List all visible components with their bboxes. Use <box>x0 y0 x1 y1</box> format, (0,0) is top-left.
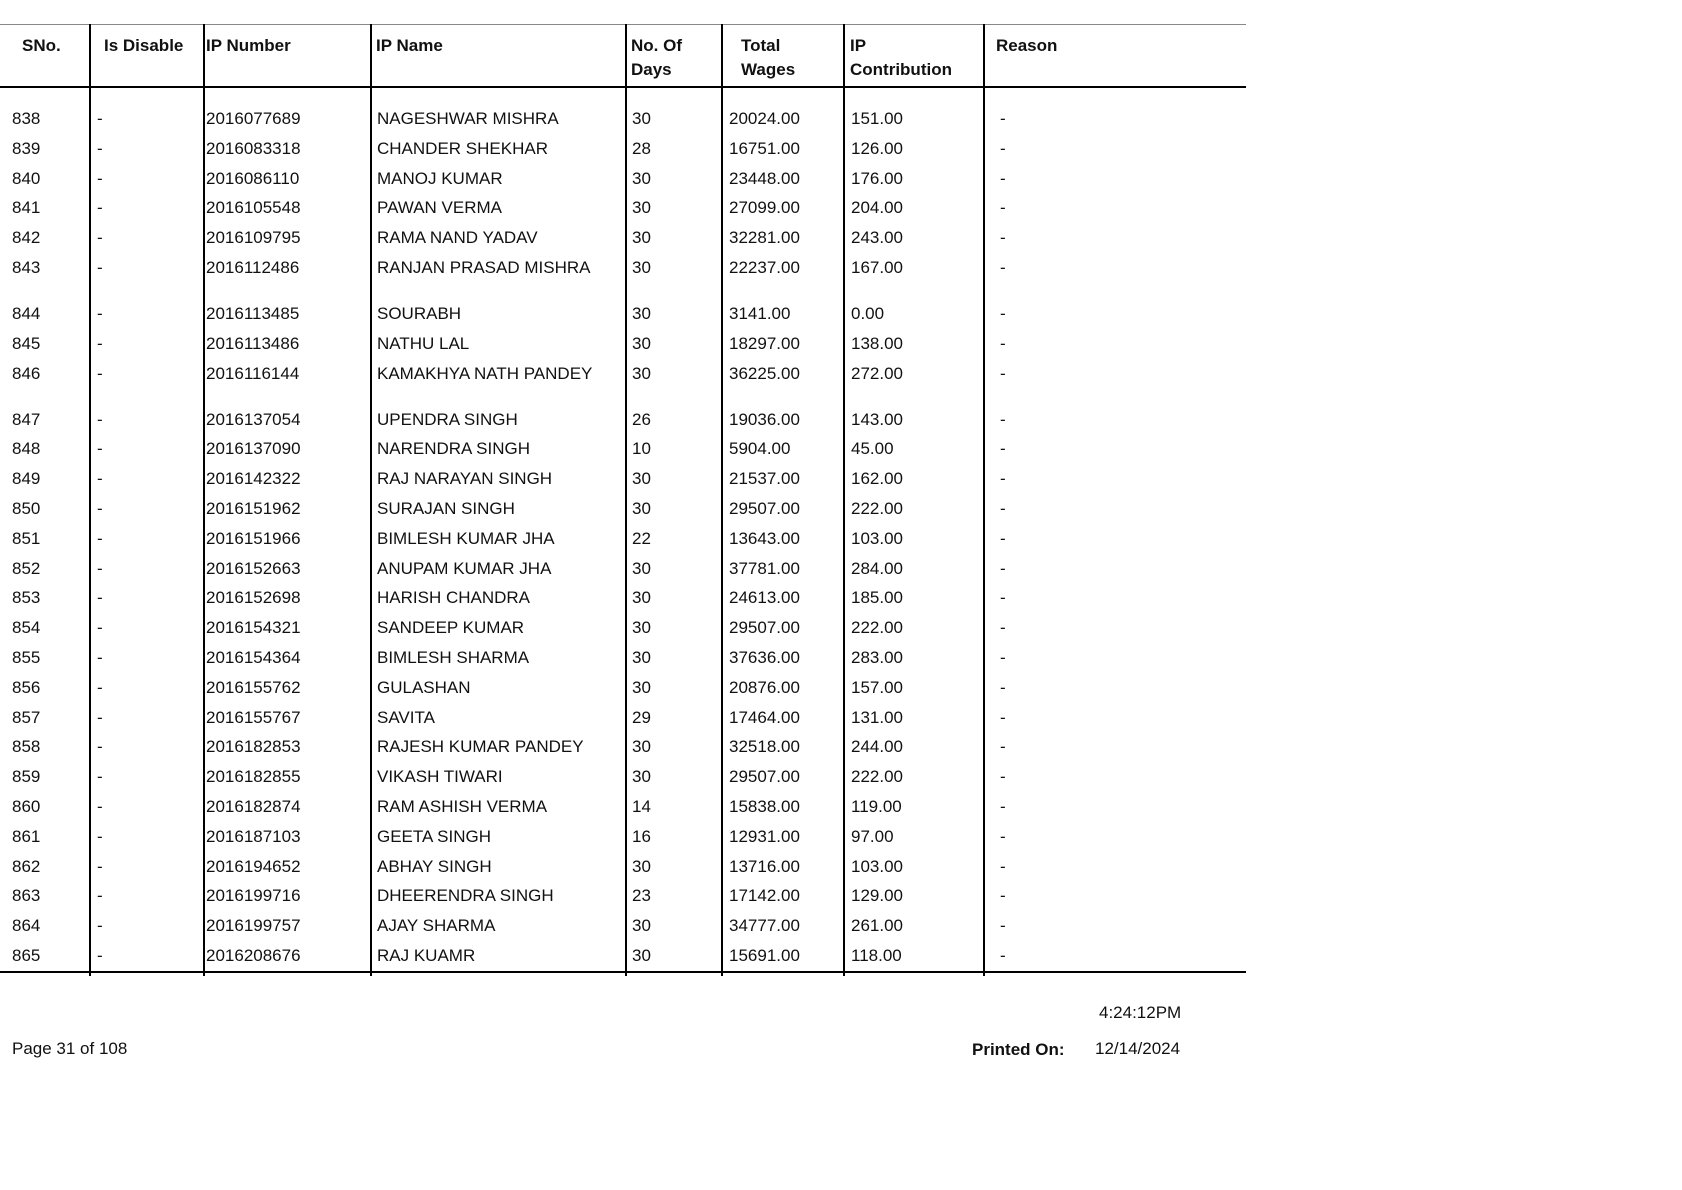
cell-ip-name: HARISH CHANDRA <box>377 588 531 608</box>
cell-is-disable: - <box>97 826 103 846</box>
cell-ip-contribution: 243.00 <box>851 228 903 248</box>
table-row <box>0 884 1246 908</box>
cell-reason: - <box>1000 469 1006 489</box>
cell-ip-contribution: 129.00 <box>851 886 903 906</box>
cell-ip-contribution: 176.00 <box>851 168 903 188</box>
cell-is-disable: - <box>97 363 103 383</box>
cell-ip-contribution: 222.00 <box>851 767 903 787</box>
cell-no-of-days: 30 <box>632 677 651 697</box>
cell-sno: 855 <box>12 648 41 667</box>
cell-reason: - <box>1000 528 1006 548</box>
table-row <box>0 676 1246 700</box>
cell-reason: - <box>1000 618 1006 638</box>
cell-total-wages: 13643.00 <box>729 528 800 548</box>
cell-ip-number: 2016155762 <box>206 677 301 697</box>
cell-sno: 858 <box>12 737 41 757</box>
cell-is-disable: - <box>97 707 103 727</box>
cell-ip-number: 2016199757 <box>206 916 301 936</box>
cell-no-of-days: 30 <box>632 499 651 518</box>
cell-total-wages: 27099.00 <box>729 198 800 218</box>
table-row <box>0 497 1246 521</box>
cell-ip-number: 2016151962 <box>206 499 301 518</box>
cell-ip-number: 2016151966 <box>206 528 301 548</box>
cell-is-disable: - <box>97 228 103 248</box>
header-bottom-rule <box>0 86 1246 88</box>
cell-ip-number: 2016152698 <box>206 588 301 608</box>
cell-ip-name: SURAJAN SINGH <box>377 499 515 518</box>
cell-ip-name: ANUPAM KUMAR JHA <box>377 558 552 578</box>
cell-sno: 862 <box>12 856 41 876</box>
cell-ip-name: VIKASH TIWARI <box>377 767 503 787</box>
cell-reason: - <box>1000 737 1006 757</box>
cell-reason: - <box>1000 333 1006 353</box>
cell-total-wages: 34777.00 <box>729 916 800 936</box>
cell-ip-contribution: 151.00 <box>851 109 903 128</box>
cell-ip-contribution: 185.00 <box>851 588 903 608</box>
cell-is-disable: - <box>97 677 103 697</box>
cell-ip-number: 2016137090 <box>206 439 301 459</box>
cell-ip-contribution: 103.00 <box>851 528 903 548</box>
cell-is-disable: - <box>97 946 103 965</box>
page-number: Page 31 of 108 <box>12 1039 128 1058</box>
cell-ip-name: UPENDRA SINGH <box>377 409 518 429</box>
cell-sno: 863 <box>12 886 41 906</box>
cell-sno: 856 <box>12 677 41 697</box>
cell-is-disable: - <box>97 469 103 489</box>
cell-no-of-days: 30 <box>632 168 651 188</box>
cell-no-of-days: 30 <box>632 304 651 323</box>
cell-total-wages: 12931.00 <box>729 826 800 846</box>
table-row <box>0 557 1246 581</box>
table-row <box>0 825 1246 849</box>
cell-sno: 861 <box>12 826 41 846</box>
cell-total-wages: 20876.00 <box>729 677 800 697</box>
cell-reason: - <box>1000 558 1006 578</box>
cell-is-disable: - <box>97 767 103 787</box>
cell-ip-number: 2016137054 <box>206 409 301 429</box>
cell-ip-name: ABHAY SINGH <box>377 856 492 876</box>
cell-no-of-days: 30 <box>632 258 651 277</box>
cell-is-disable: - <box>97 886 103 906</box>
cell-reason: - <box>1000 258 1006 277</box>
cell-sno: 859 <box>12 767 41 787</box>
cell-reason: - <box>1000 946 1006 965</box>
cell-total-wages: 16751.00 <box>729 138 800 158</box>
cell-ip-number: 2016083318 <box>206 138 301 158</box>
table-row <box>0 944 1246 968</box>
cell-no-of-days: 30 <box>632 363 651 383</box>
table-row <box>0 795 1246 819</box>
header-no-of-days: No. Of Days <box>631 36 682 79</box>
cell-ip-name: NATHU LAL <box>377 333 470 353</box>
table-row <box>0 735 1246 759</box>
cell-total-wages: 15838.00 <box>729 797 800 816</box>
cell-total-wages: 37636.00 <box>729 648 800 667</box>
cell-ip-contribution: 118.00 <box>851 946 902 965</box>
cell-reason: - <box>1000 588 1006 608</box>
cell-reason: - <box>1000 439 1006 459</box>
cell-ip-number: 2016077689 <box>206 109 301 128</box>
table-row <box>0 437 1246 461</box>
cell-ip-name: RAJ NARAYAN SINGH <box>377 469 553 489</box>
cell-ip-number: 2016142322 <box>206 469 301 489</box>
cell-is-disable: - <box>97 258 103 277</box>
cell-reason: - <box>1000 826 1006 846</box>
cell-no-of-days: 29 <box>632 707 651 727</box>
cell-ip-contribution: 222.00 <box>851 618 903 638</box>
cell-ip-name: RANJAN PRASAD MISHRA <box>377 258 591 277</box>
table-row <box>0 167 1246 191</box>
cell-no-of-days: 30 <box>632 856 651 876</box>
cell-ip-contribution: 119.00 <box>851 797 902 816</box>
cell-reason: - <box>1000 409 1006 429</box>
cell-is-disable: - <box>97 168 103 188</box>
cell-total-wages: 15691.00 <box>729 946 800 965</box>
cell-total-wages: 3141.00 <box>729 304 791 323</box>
cell-ip-number: 2016152663 <box>206 558 301 578</box>
printed-time: 4:24:12PM <box>1099 1003 1182 1022</box>
header-sno: SNo. <box>22 36 61 55</box>
cell-is-disable: - <box>97 198 103 218</box>
cell-sno: 851 <box>12 528 41 548</box>
table-row <box>0 765 1246 789</box>
cell-is-disable: - <box>97 588 103 608</box>
table-top-rule <box>0 24 1246 25</box>
printed-on-label: Printed On: <box>972 1040 1065 1059</box>
cell-total-wages: 19036.00 <box>729 409 800 429</box>
cell-ip-contribution: 131.00 <box>851 707 903 727</box>
cell-total-wages: 29507.00 <box>729 618 800 638</box>
cell-no-of-days: 22 <box>632 528 651 548</box>
header-ip-name: IP Name <box>376 36 443 55</box>
table-bottom-rule <box>0 971 1246 973</box>
cell-reason: - <box>1000 228 1006 248</box>
cell-sno: 854 <box>12 618 41 638</box>
cell-ip-name: RAJ KUAMR <box>377 946 476 965</box>
cell-sno: 852 <box>12 558 41 578</box>
cell-reason: - <box>1000 499 1006 518</box>
cell-sno: 840 <box>12 168 41 188</box>
cell-ip-contribution: 143.00 <box>851 409 903 429</box>
table-row <box>0 226 1246 250</box>
header-total-wages: Total Wages <box>741 36 796 79</box>
cell-no-of-days: 30 <box>632 946 651 965</box>
cell-sno: 838 <box>12 109 41 128</box>
cell-total-wages: 18297.00 <box>729 333 800 353</box>
cell-no-of-days: 26 <box>632 409 651 429</box>
cell-total-wages: 37781.00 <box>729 558 800 578</box>
cell-ip-number: 2016112486 <box>206 258 300 277</box>
cell-is-disable: - <box>97 558 103 578</box>
cell-ip-contribution: 45.00 <box>851 439 894 459</box>
cell-ip-name: GULASHAN <box>377 677 471 697</box>
cell-ip-number: 2016182855 <box>206 767 301 787</box>
cell-sno: 860 <box>12 797 41 816</box>
cell-ip-name: SAVITA <box>377 707 435 727</box>
cell-ip-contribution: 167.00 <box>851 258 903 277</box>
cell-ip-contribution: 272.00 <box>851 363 903 383</box>
cell-no-of-days: 28 <box>632 138 651 158</box>
cell-ip-number: 2016182874 <box>206 797 301 816</box>
cell-total-wages: 32518.00 <box>729 737 800 757</box>
cell-reason: - <box>1000 767 1006 787</box>
cell-ip-name: RAMA NAND YADAV <box>377 228 538 248</box>
cell-total-wages: 23448.00 <box>729 168 800 188</box>
cell-reason: - <box>1000 886 1006 906</box>
cell-no-of-days: 30 <box>632 228 651 248</box>
cell-total-wages: 17142.00 <box>729 886 800 906</box>
cell-sno: 853 <box>12 588 41 608</box>
cell-ip-contribution: 261.00 <box>851 916 903 936</box>
cell-no-of-days: 30 <box>632 333 651 353</box>
table-row <box>0 256 1246 302</box>
cell-is-disable: - <box>97 618 103 638</box>
cell-reason: - <box>1000 168 1006 188</box>
cell-no-of-days: 30 <box>632 469 651 489</box>
table-row <box>0 706 1246 730</box>
header-is-disable: Is Disable <box>104 36 184 55</box>
cell-ip-number: 2016113486 <box>206 333 300 353</box>
cell-no-of-days: 30 <box>632 109 651 128</box>
cell-ip-contribution: 0.00 <box>851 304 885 323</box>
cell-sno: 865 <box>12 946 41 965</box>
cell-ip-number: 2016187103 <box>206 826 301 846</box>
cell-ip-contribution: 204.00 <box>851 198 903 218</box>
cell-is-disable: - <box>97 797 103 816</box>
cell-total-wages: 29507.00 <box>729 499 800 518</box>
table-row <box>0 137 1246 161</box>
cell-reason: - <box>1000 648 1006 667</box>
header-ip-number: IP Number <box>206 36 291 55</box>
table-row <box>0 467 1246 491</box>
cell-no-of-days: 30 <box>632 198 651 218</box>
cell-ip-number: 2016113485 <box>206 304 300 323</box>
cell-sno: 839 <box>12 138 41 158</box>
cell-reason: - <box>1000 856 1006 876</box>
table-row <box>0 586 1246 610</box>
cell-is-disable: - <box>97 333 103 353</box>
cell-no-of-days: 30 <box>632 618 651 638</box>
cell-ip-number: 2016154364 <box>206 648 301 667</box>
cell-ip-name: RAJESH KUMAR PANDEY <box>377 737 584 757</box>
table-row <box>0 107 1246 131</box>
cell-ip-name: KAMAKHYA NATH PANDEY <box>377 363 593 383</box>
table-row <box>0 914 1246 938</box>
cell-no-of-days: 30 <box>632 916 651 936</box>
cell-ip-name: MANOJ KUMAR <box>377 168 503 188</box>
cell-reason: - <box>1000 707 1006 727</box>
table-row <box>0 527 1246 551</box>
cell-is-disable: - <box>97 737 103 757</box>
cell-ip-number: 2016199716 <box>206 886 301 906</box>
cell-total-wages: 17464.00 <box>729 707 800 727</box>
cell-total-wages: 22237.00 <box>729 258 800 277</box>
cell-ip-number: 2016116144 <box>206 363 300 383</box>
cell-ip-name: SOURABH <box>377 304 462 323</box>
table-row <box>0 855 1246 879</box>
table-row <box>0 408 1246 432</box>
cell-ip-contribution: 97.00 <box>851 826 894 846</box>
header-reason: Reason <box>996 36 1058 55</box>
cell-ip-name: RAM ASHISH VERMA <box>377 797 548 816</box>
cell-ip-number: 2016105548 <box>206 198 301 218</box>
cell-ip-name: PAWAN VERMA <box>377 198 502 218</box>
cell-no-of-days: 30 <box>632 737 651 757</box>
cell-ip-name: CHANDER SHEKHAR <box>377 138 548 158</box>
cell-no-of-days: 30 <box>632 648 651 667</box>
cell-no-of-days: 30 <box>632 558 651 578</box>
cell-no-of-days: 10 <box>632 439 651 459</box>
cell-sno: 841 <box>12 198 41 218</box>
cell-ip-number: 2016155767 <box>206 707 301 727</box>
table-row <box>0 616 1246 640</box>
cell-reason: - <box>1000 363 1006 383</box>
cell-reason: - <box>1000 916 1006 936</box>
cell-sno: 845 <box>12 333 41 353</box>
cell-reason: - <box>1000 138 1006 158</box>
cell-sno: 843 <box>12 258 41 277</box>
cell-ip-contribution: 222.00 <box>851 499 903 518</box>
table-row <box>0 332 1246 356</box>
cell-is-disable: - <box>97 499 103 518</box>
table-row <box>0 302 1246 326</box>
cell-ip-name: NAGESHWAR MISHRA <box>377 109 559 128</box>
cell-sno: 842 <box>12 228 41 248</box>
cell-total-wages: 20024.00 <box>729 109 800 128</box>
cell-total-wages: 13716.00 <box>729 856 800 876</box>
cell-is-disable: - <box>97 409 103 429</box>
cell-sno: 849 <box>12 469 41 489</box>
cell-sno: 844 <box>12 304 41 323</box>
cell-is-disable: - <box>97 138 103 158</box>
table-row <box>0 646 1246 670</box>
cell-ip-contribution: 157.00 <box>851 677 903 697</box>
cell-ip-contribution: 162.00 <box>851 469 903 489</box>
cell-is-disable: - <box>97 528 103 548</box>
cell-total-wages: 5904.00 <box>729 439 791 459</box>
cell-ip-number: 2016154321 <box>206 618 301 638</box>
cell-reason: - <box>1000 198 1006 218</box>
cell-ip-name: GEETA SINGH <box>377 826 491 846</box>
cell-is-disable: - <box>97 439 103 459</box>
cell-no-of-days: 23 <box>632 886 651 906</box>
cell-no-of-days: 16 <box>632 826 651 846</box>
cell-ip-number: 2016208676 <box>206 946 301 965</box>
cell-no-of-days: 30 <box>632 588 651 608</box>
cell-ip-name: DHEERENDRA SINGH <box>377 886 554 906</box>
cell-total-wages: 24613.00 <box>729 588 800 608</box>
printed-date: 12/14/2024 <box>1095 1039 1181 1058</box>
cell-is-disable: - <box>97 856 103 876</box>
cell-ip-number: 2016194652 <box>206 856 301 876</box>
cell-reason: - <box>1000 304 1006 323</box>
cell-total-wages: 21537.00 <box>729 469 800 489</box>
cell-is-disable: - <box>97 109 103 128</box>
cell-ip-name: AJAY SHARMA <box>377 916 496 936</box>
cell-no-of-days: 30 <box>632 767 651 787</box>
cell-sno: 848 <box>12 439 41 459</box>
cell-ip-contribution: 283.00 <box>851 648 903 667</box>
cell-is-disable: - <box>97 916 103 936</box>
cell-ip-name: NARENDRA SINGH <box>377 439 531 459</box>
header-ip-contribution: IP Contribution <box>850 36 952 79</box>
cell-sno: 857 <box>12 707 41 727</box>
cell-reason: - <box>1000 109 1006 128</box>
cell-ip-contribution: 138.00 <box>851 333 903 353</box>
cell-ip-name: BIMLESH KUMAR JHA <box>377 528 555 548</box>
cell-reason: - <box>1000 797 1006 816</box>
cell-sno: 864 <box>12 916 41 936</box>
cell-total-wages: 36225.00 <box>729 363 800 383</box>
cell-no-of-days: 14 <box>632 797 651 816</box>
cell-reason: - <box>1000 677 1006 697</box>
cell-ip-contribution: 103.00 <box>851 856 903 876</box>
cell-is-disable: - <box>97 648 103 667</box>
cell-ip-number: 2016109795 <box>206 228 301 248</box>
table-row <box>0 362 1246 408</box>
cell-ip-contribution: 284.00 <box>851 558 903 578</box>
cell-sno: 847 <box>12 409 41 429</box>
cell-ip-contribution: 244.00 <box>851 737 903 757</box>
cell-sno: 846 <box>12 363 41 383</box>
cell-total-wages: 29507.00 <box>729 767 800 787</box>
cell-ip-name: SANDEEP KUMAR <box>377 618 525 638</box>
cell-ip-contribution: 126.00 <box>851 138 903 158</box>
table-row <box>0 196 1246 220</box>
cell-ip-number: 2016182853 <box>206 737 301 757</box>
cell-ip-number: 2016086110 <box>206 168 300 188</box>
cell-ip-name: BIMLESH SHARMA <box>377 648 530 667</box>
cell-total-wages: 32281.00 <box>729 228 800 248</box>
cell-sno: 850 <box>12 499 41 518</box>
cell-is-disable: - <box>97 304 103 323</box>
